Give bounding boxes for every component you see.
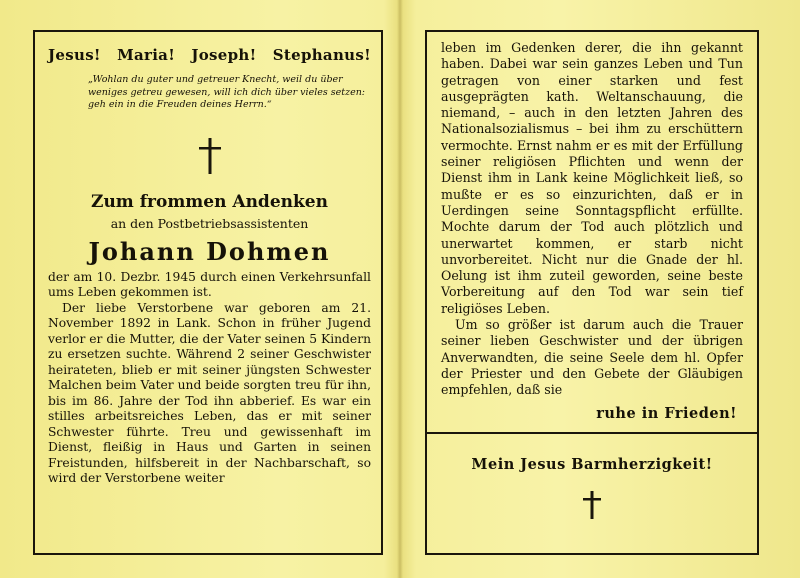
section-divider — [427, 432, 757, 434]
header-word-stephanus: Stephanus! — [272, 46, 371, 64]
rest-in-peace: ruhe in Frieden! — [596, 404, 737, 422]
death-notice: der am 10. Dezbr. 1945 durch einen Verkehrsunfall ums Leben gekommen ist. — [48, 269, 371, 299]
latin-cross-icon — [581, 491, 603, 519]
mourning-paragraph: Um so größer ist darum auch die Trauer seiner lieben Geschwister und der übrigen Anverwandten, die seine Seele dem hl. Opfer der Priester und den Gebete der Gläubigen empfehlen, daß sie — [441, 317, 743, 398]
right-panel — [425, 30, 759, 555]
memory-title: Zum frommen Andenken — [91, 191, 328, 212]
deceased-name: Johann Dohmen — [88, 236, 331, 266]
left-panel — [33, 30, 383, 555]
latin-cross-icon — [197, 138, 223, 174]
left-body-text — [48, 270, 371, 487]
right-body-text — [441, 40, 743, 399]
occupation-subtitle: an den Postbetriebsassistenten — [110, 215, 309, 231]
header-word-maria: Maria! — [117, 46, 176, 64]
bible-verse: „Wohlan du guter und getreuer Knecht, weil du über weniges getreu gewesen, will ich dich über vieles setzen: geh ein in die Freuden deines Herrn.“ — [88, 74, 366, 110]
closing-prayer: Mein Jesus Barmherzigkeit! — [471, 455, 713, 473]
faith-paragraph: leben im Gedenken derer, die ihn gekannt haben. Dabei war sein ganzes Leben und Tun getragen von einer starken und fest ausgeprägten kath. Weltanschauung, die niemand, – auch in den letzten Jahren des Nationalsozialismus – bei ihm zu erschüttern vermochte. Ernst nahm er es mit der Erfüllung seiner religiösen Pflichten und wenn der Dienst ihm in Lank keine Möglichkeit ließ, so mußte er es so einzurichten, daß er in Uerdingen seine Sonntagspflicht erfüllte. Mochte darum der Tod auch plötzlich und unerwartet kommen, er starb nicht unvorbereitet. Nicht nur die Gnade der hl. Oelung ist ihm zuteil geworden, seine beste Vorbereitung auf den Tod war sein tief religiöses Leben. — [441, 40, 743, 316]
header-invocation — [48, 46, 371, 64]
center-fold — [397, 0, 403, 578]
header-word-jesus: Jesus! — [48, 46, 101, 64]
biography-paragraph: Der liebe Verstorbene war geboren am 21. November 1892 in Lank. Schon in früher Jugend verlor er die Mutter, die der Vater seinen 5 Kindern zu ersetzen suchte. Während 2 seiner Geschwister heirateten, blieb er mit seiner jüngsten Schwester Malchen beim Vater und beide sorgten treu für ihn, bis im 86. Jahre der Tod ihn abberief. Es war ein stilles arbeitsreiches Leben, das er mit seiner Schwester führte. Treu und gewissenhaft im Dienst, fleißig in Haus und Garten in seinen Freistunden, hilfsbereit in der Nachbarschaft, so wird der Verstorbene weiter — [48, 300, 371, 485]
header-word-joseph: Joseph! — [191, 46, 257, 64]
